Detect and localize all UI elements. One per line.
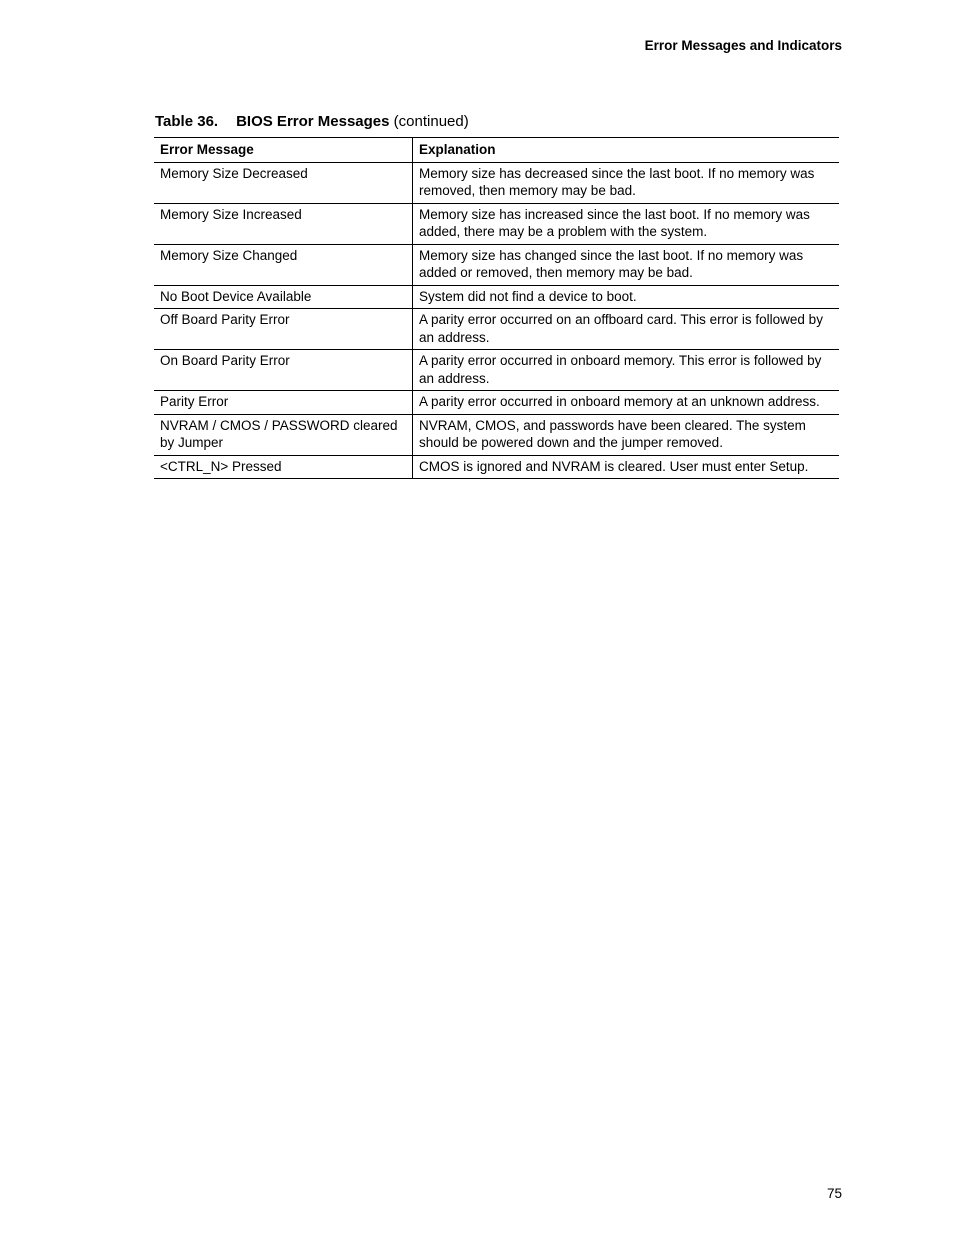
- explanation-cell: CMOS is ignored and NVRAM is cleared. User must enter Setup.: [413, 455, 840, 479]
- explanation-cell: Memory size has changed since the last boot. If no memory was added or removed, then memory may be bad.: [413, 244, 840, 285]
- error-message-cell: Memory Size Decreased: [154, 162, 413, 203]
- table-row: [154, 455, 839, 479]
- explanation-cell: A parity error occurred on an offboard card. This error is followed by an address.: [413, 309, 840, 350]
- bios-error-table: [154, 137, 839, 479]
- error-message-cell: Parity Error: [154, 391, 413, 415]
- explanation-cell: A parity error occurred in onboard memory at an unknown address.: [413, 391, 840, 415]
- column-header-error-message: Error Message: [154, 138, 413, 163]
- error-message-cell: On Board Parity Error: [154, 350, 413, 391]
- explanation-cell: NVRAM, CMOS, and passwords have been cleared. The system should be powered down and the jumper removed.: [413, 414, 840, 455]
- explanation-cell: System did not find a device to boot.: [413, 285, 840, 309]
- error-message-cell: Memory Size Increased: [154, 203, 413, 244]
- error-message-cell: No Boot Device Available: [154, 285, 413, 309]
- column-header-explanation: Explanation: [413, 138, 840, 163]
- table-row: [154, 391, 839, 415]
- explanation-cell: A parity error occurred in onboard memory. This error is followed by an address.: [413, 350, 840, 391]
- table-number: Table 36.: [155, 113, 219, 130]
- table-row: [154, 414, 839, 455]
- explanation-cell: Memory size has decreased since the last boot. If no memory was removed, then memory may be bad.: [413, 162, 840, 203]
- error-message-cell: NVRAM / CMOS / PASSWORD cleared by Jumper: [154, 414, 413, 455]
- table-header-row: [154, 138, 839, 163]
- running-header: Error Messages and Indicators: [644, 38, 842, 53]
- table-row: [154, 285, 839, 309]
- table-row: [154, 309, 839, 350]
- error-message-cell: <CTRL_N> Pressed: [154, 455, 413, 479]
- table-row: [154, 244, 839, 285]
- table-row: [154, 162, 839, 203]
- table-row: [154, 350, 839, 391]
- page-number: 75: [826, 1186, 842, 1201]
- table-title: BIOS Error Messages: [236, 113, 390, 130]
- table-row: [154, 203, 839, 244]
- explanation-cell: Memory size has increased since the last boot. If no memory was added, there may be a problem with the system.: [413, 203, 840, 244]
- error-message-cell: Off Board Parity Error: [154, 309, 413, 350]
- error-message-cell: Memory Size Changed: [154, 244, 413, 285]
- table-title-suffix: (continued): [389, 113, 469, 130]
- table-caption: [155, 113, 469, 130]
